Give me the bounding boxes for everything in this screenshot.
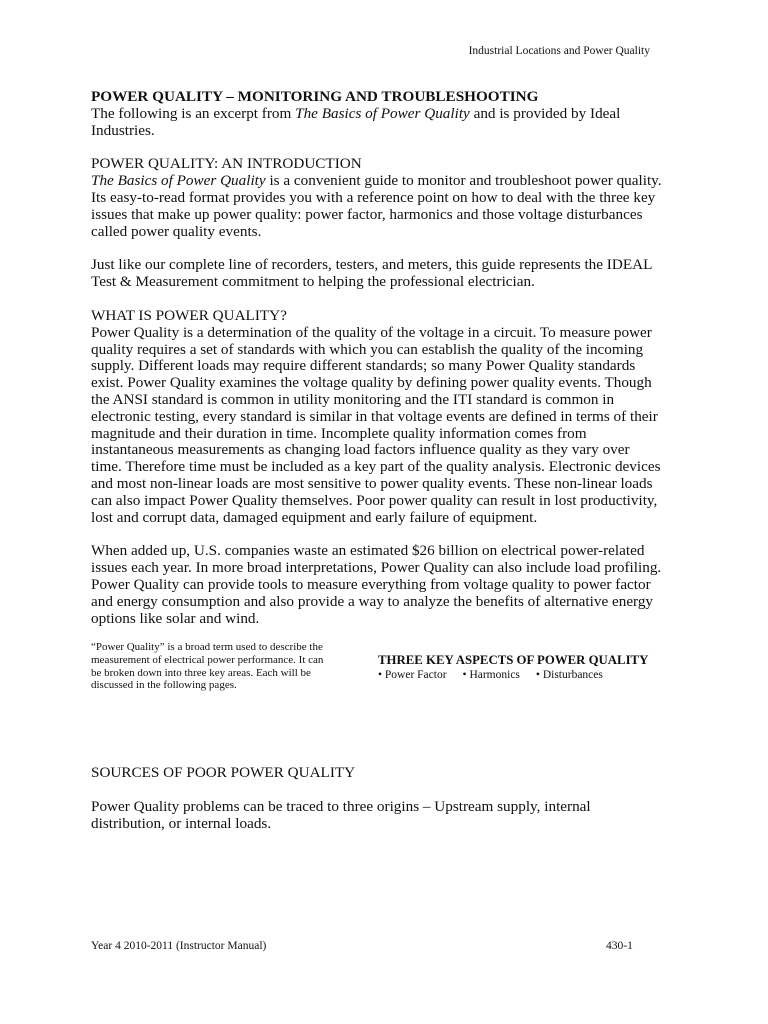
what-is-paragraph-2: When added up, U.S. companies waste an estimated $26 billion on electrical power-related issues each year. In more broad interpretations, Power Quality can also include load profiling. Power Quality can provide tools to measure everything from voltage quality to power factor and energy consumption and also provide a way to analyze the benefits of alternative energy options like solar and wind. [91,542,662,627]
intro-text-after: and is provided by Ideal Industries. [91,104,621,139]
section-heading-what-is: WHAT IS POWER QUALITY? [91,306,287,324]
callout-note: “Power Quality” is a broad term used to describe the measurement of electrical power performance. It can be broken down into three key areas. Each will be discussed in the following pages. [91,641,324,692]
introduction-paragraph-2: Just like our complete line of recorders, testers, and meters, this guide represents the IDEAL Test & Measurement commitment to helping the professional electrician. [91,256,652,291]
page-number: 430-1 [606,940,633,952]
intro-paragraph [91,106,663,140]
key-aspects-title: THREE KEY ASPECTS OF POWER QUALITY [378,653,649,668]
introduction-paragraph-1 [91,173,663,240]
callout-row [91,636,663,748]
what-is-paragraph-1: Power Quality is a determination of the quality of the voltage in a circuit. To measure power quality requires a set of standards with which you can establish the quality of the incoming supply. Different loads may require different standards; so many Power Quality standards exist. Power Quality examines the voltage quality by defining power quality events. Though the ANSI standard is common in utility monitoring and the ITI standard is common in electronic testing, every standard is similar in that voltage events are defined in terms of their magnitude and their duration in time. Incomplete quality information comes from instantaneous measurements as changing load factors influence quality as they vary over time. Therefore time must be included as a key part of the quality analysis. Electronic devices and most non-linear loads are most sensitive to power quality events. These non-linear loads can also impact Power Quality themselves. Poor power quality can result in lost productivity, lost and corrupt data, damaged equipment and early failure of equipment. [91,323,661,526]
running-header: Industrial Locations and Power Quality [468,45,650,57]
book-title: The Basics of Power Quality [91,172,266,190]
key-aspect-item: • Power Factor [378,669,447,682]
key-aspects-box [378,653,668,682]
key-aspects-list [378,668,668,682]
book-title: The Basics of Power Quality [295,104,470,122]
section-heading-sources: SOURCES OF POOR POWER QUALITY [91,764,356,782]
introduction-paragraph-1-text: is a convenient guide to monitor and troubleshoot power quality. Its easy-to-read format provides you with a reference point on how to deal with the three key issues that make up power quality: power factor, harmonics and those voltage disturbances called power quality events. [91,172,662,240]
sources-paragraph-1: Power Quality problems can be traced to three origins – Upstream supply, internal distribution, or internal loads. [91,798,591,832]
document-title: POWER QUALITY – MONITORING AND TROUBLESHOOTING [91,88,539,105]
main-content [91,89,663,833]
key-aspect-item: • Harmonics [462,669,520,682]
footer-manual-label: Year 4 2010-2011 (Instructor Manual) [91,940,267,952]
intro-text-before: The following is an excerpt from [91,104,296,122]
section-heading-introduction: POWER QUALITY: AN INTRODUCTION [91,155,362,173]
key-aspect-item: • Disturbances [535,669,603,682]
